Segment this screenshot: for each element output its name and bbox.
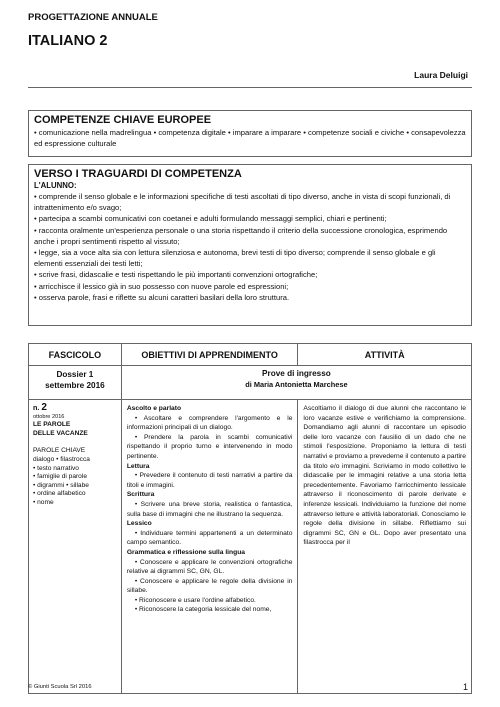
traguardi-subtitle: L'ALUNNO:: [34, 181, 77, 190]
dossier-number: Dossier 1: [56, 370, 94, 379]
obiettivi-item: • Ascoltare e comprendere l'argomento e le informazioni principali di un dialogo.: [126, 414, 293, 432]
keyword-item: • famiglie di parole: [33, 473, 87, 481]
fascicolo-title-line: LE PAROLE: [33, 421, 71, 429]
traguardi-title: VERSO I TRAGUARDI DI COMPETENZA: [34, 168, 242, 180]
header-fascicolo: FASCICOLO: [29, 344, 122, 366]
fascicolo-title-line: DELLE VACANZE: [33, 429, 88, 437]
obiettivi-section-title: Scrittura: [126, 491, 155, 499]
keyword-item: dialogo • filastrocca: [33, 455, 90, 463]
header-divider: [28, 87, 472, 88]
page-number: 1: [462, 682, 468, 692]
fascicolo-date: ottobre 2016: [33, 413, 65, 420]
obiettivi-cell: [121, 400, 298, 694]
header-obiettivi: OBIETTIVI DI APPRENDIMENTO: [121, 344, 298, 366]
prove-cell: [121, 366, 471, 400]
obiettivi-item: • Individuare termini appartenenti a un determinato campo semantico.: [126, 529, 293, 547]
obiettivi-list: [127, 404, 293, 615]
obiettivi-section-title: Lettura: [126, 462, 150, 470]
obiettivi-section-title: Lessico: [126, 520, 152, 528]
obiettivi-item: • Prevedere il contenuto di testi narrativi a partire da titoli e immagini.: [126, 472, 293, 489]
competenze-text: • comunicazione nella madrelingua • competenza digitale • imparare a imparare • competenze sociali e civiche • consapevolezza ed espressione culturale: [34, 128, 466, 149]
traguardi-item: • legge, sia a voce alta sia con lettura silenziosa e autonoma, brevi testi di tipo diverso; comprende il senso globale e gli elementi essenziali dei testi letti;: [34, 248, 436, 269]
obiettivi-section-title: Ascolto e parlato: [126, 405, 182, 412]
keywords-title: PAROLE CHIAVE: [33, 447, 86, 455]
table-header-row: [29, 344, 472, 366]
obiettivi-item: • Scrivere una breve storia, realistica o fantastica, sulla base di immagini che ne illustrano la sequenza.: [126, 500, 293, 518]
obiettivi-item: • Conoscere e applicare le regole della divisione in sillabe.: [126, 577, 293, 595]
traguardi-item: • scrive frasi, didascalie e testi rispettando le più importanti convenzioni ortografiche;: [34, 270, 318, 280]
header-attivita: ATTIVITÀ: [298, 344, 472, 366]
program-table: [28, 343, 472, 694]
prove-title: Prove di ingresso: [262, 369, 331, 378]
obiettivi-section-title: Grammatica e riflessione sulla lingua: [126, 548, 246, 556]
keyword-item: • digrammi • sillabe: [33, 481, 89, 489]
table-row: [29, 366, 472, 400]
copyright-text: © Giunti Scuola Srl 2016: [28, 684, 92, 690]
dossier-date: settembre 2016: [45, 381, 105, 390]
competenze-title: COMPETENZE CHIAVE EUROPEE: [34, 114, 212, 126]
keyword-item: • testo narrativo: [33, 464, 79, 472]
fascicolo-number: n. 2: [33, 402, 47, 413]
fascicolo-cell: [29, 400, 122, 694]
obiettivi-item: • Riconoscere e usare l'ordine alfabetico.: [134, 596, 256, 604]
competenze-box: [28, 110, 472, 157]
obiettivi-item: • Conoscere e applicare le convenzioni ortografiche relative ai digrammi SC, GN, GL.: [126, 558, 293, 576]
document-label: PROGETTAZIONE ANNUALE: [28, 12, 158, 23]
traguardi-item: • comprende il senso globale e le informazioni specifiche di testi ascoltati di tipo diverso, anche in vista di scopi funzionali, di intrattenimento e/o svago;: [34, 192, 451, 213]
keyword-item: • nome: [33, 498, 54, 506]
dossier-cell: [29, 366, 122, 400]
obiettivi-item: • Prendere la parola in scambi comunicativi rispettando il proprio turno e intervenendo in modo pertinente.: [126, 433, 293, 460]
table-row: [29, 400, 472, 694]
prove-author: di Maria Antonietta Marchese: [245, 379, 348, 389]
traguardi-box: [28, 164, 472, 326]
keyword-item: • ordine alfabetico: [33, 490, 86, 498]
attivita-cell: Ascoltiamo il dialogo di due alunni che raccontano le loro vacanze estive e verifichiamo la comprensione. Domandiamo agli alunni di raccontare un episodio delle loro vacanze con l'ausilio di un dado che ne stimoli l'esposizione. Proponiamo la lettura di testi narrativi e proviamo a prevederne il contenuto a partire da titolo e/o immagini. Scriviamo in modo collettivo le didascalie per le immagini relative a una storia letta precedentemente. Favoriamo l'arricchimento lessicale attraverso il riconoscimento di parole derivate e inferenze lessicali. Individuiamo la funzione del nome attraverso letture e attività laboratoriali. Conosciamo le regole della divisione in sillabe. Riflettiamo sui digrammi SC, GN e GL. Dopo aver presentato una filastrocca per il: [298, 400, 472, 694]
author-name: Laura Deluigi: [414, 70, 468, 80]
traguardi-item: • racconta oralmente un'esperienza personale o una storia rispettando il criterio della successione cronologica, esprimendo anche i propri sentimenti rispetto al vissuto;: [34, 225, 448, 246]
obiettivi-item: • Riconoscere la categoria lessicale del nome,: [134, 606, 272, 614]
traguardi-item: • arricchisce il lessico già in suo possesso con nuove parole ed espressioni;: [34, 281, 289, 291]
traguardi-item: • osserva parole, frasi e riflette su alcuni caratteri basilari della loro struttura.: [34, 292, 290, 302]
traguardi-item: • partecipa a scambi comunicativi con coetanei e adulti formulando messaggi semplici, chiari e pertinenti;: [34, 214, 387, 224]
document-title: ITALIANO 2: [28, 33, 108, 49]
